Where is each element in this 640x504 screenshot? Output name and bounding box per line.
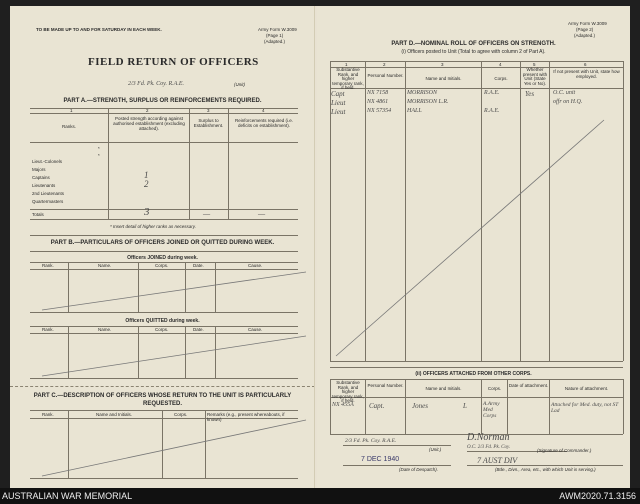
pd-col-2: 2 (383, 62, 386, 67)
joined-header-rank: Rank. (42, 263, 54, 268)
partc-header-rank: Rank. (42, 412, 54, 417)
att-row-nature: Attached for Med. duty, not ST Lad (551, 402, 619, 414)
form-number-right: Army Form W.3009 (568, 21, 607, 26)
division: 7 AUST DIV (477, 456, 518, 465)
form-adapted-right: (Adapted.) (574, 33, 596, 38)
quitted-header-corps: Corps. (155, 327, 169, 332)
part-d-title: PART D.—NOMINAL ROLL OF OFFICERS ON STRENGTH. (391, 41, 556, 47)
col-4: 4 (262, 108, 265, 113)
pd-header-rank: Substantive Rank, and higher temporary rank, if held. (332, 67, 364, 91)
quitted-header-name: Name. (98, 327, 112, 332)
division-label: (Bde., Divn., Area, etc., with which Unit is serving.) (495, 467, 596, 472)
rank-row: 2nd Lieutenants (32, 191, 65, 196)
captains-value: 1 (144, 170, 149, 180)
unit-label: (Unit) (234, 82, 245, 87)
total-reinforcements: — (258, 209, 266, 218)
rank-row: Lieut.-Colonels (32, 159, 63, 164)
row-3-corps: R.A.E. (484, 108, 500, 114)
right-page (317, 6, 630, 488)
row-3-number: NX 57354 (367, 108, 392, 114)
form-title: FIELD RETURN OF OFFICERS (88, 56, 259, 68)
strike-through-line (40, 418, 310, 478)
header-surplus: Surplus to Establishment. (193, 118, 224, 128)
col-3: 3 (207, 108, 210, 113)
pd-col-3: 3 (441, 62, 444, 67)
pd-header-present: Whether present with Unit (State Yes or No). (522, 67, 548, 86)
caption-bar (0, 488, 640, 504)
signature: D.Norman (467, 432, 510, 443)
footnote: * Insert detail of higher ranks as necessary. (110, 224, 196, 229)
att-header-name: Name and Initials. (425, 386, 462, 391)
att-row-name: Jones (412, 402, 428, 410)
part-a-title: PART A.—STRENGTH, SURPLUS OR REINFORCEMENTS REQUIRED. (63, 98, 262, 104)
institution-name: AUSTRALIAN WAR MEMORIAL (2, 491, 133, 501)
lieutenants-value: 2 (144, 179, 149, 189)
pd-header-employed: If not present with Unit, state how employed. (553, 69, 620, 79)
form-page-right: (Page 2) (576, 27, 594, 32)
total-value: 3 (144, 206, 150, 218)
totals-label: Totals (32, 212, 44, 217)
row-1-rank: Capt (331, 90, 345, 98)
top-note: TO BE MADE UP TO AND FOR SATURDAY IN EACH WEEK. (36, 27, 162, 32)
joined-header-corps: Corps. (155, 263, 169, 268)
pd-header-name: Name and Initials. (425, 76, 462, 81)
asterisk: * (98, 153, 100, 158)
header-ranks: Ranks. (61, 124, 76, 129)
pd-header-corps: Corps. (494, 76, 508, 81)
unit-name: 2/3 Fd. Pk. Coy. R.A.E. (128, 81, 184, 87)
sig-oc: O.C. 2/3 Fd. Pk. Coy. (467, 445, 511, 450)
pd-col-4: 4 (499, 62, 502, 67)
date-stamp: 7 DEC 1940 (361, 456, 400, 463)
strike-through-line (330, 116, 623, 361)
strike-through-line (40, 269, 310, 312)
partc-header-name: Name and Initials. (96, 412, 133, 417)
att-header-rank: Substantive Rank, and higher temporary rank, if held. (332, 380, 364, 404)
row-2-employed: offr on H.Q. (553, 99, 583, 105)
row-3-name: HALL (407, 108, 422, 114)
date-label: (Date of Despatch). (399, 467, 439, 472)
row-1-present: Yes (525, 90, 535, 98)
strike-through-line (40, 333, 310, 378)
att-row-initial: L (463, 402, 467, 410)
row-1-employed: O.C. unit (553, 90, 576, 96)
att-header-number: Personal Number. (367, 383, 404, 388)
rank-row: Lieutenants (32, 183, 56, 188)
partc-header-corps: Corps. (174, 412, 188, 417)
quitted-header-date: Date. (193, 327, 204, 332)
col-2: 2 (146, 108, 149, 113)
joined-header-date: Date. (193, 263, 204, 268)
left-page (10, 6, 316, 488)
joined-header-cause: Cause. (248, 263, 263, 268)
form-page: (Page 1) (266, 33, 284, 38)
quitted-header-rank: Rank. (42, 327, 54, 332)
attached-title: (ii) OFFICERS ATTACHED FROM OTHER CORPS. (415, 371, 532, 377)
row-2-name: MORRISON L.R. (407, 99, 449, 105)
part-c-title: PART C.—DESCRIPTION OF OFFICERS WHOSE RETURN TO THE UNIT IS PARTICULARLY REQUESTED. (33, 393, 292, 407)
pd-header-number: Personal Number. (367, 73, 404, 78)
header-reinforcements: Reinforcements required (i.e. deficits on establishment). (234, 118, 294, 128)
row-2-number: NX 4861 (367, 99, 389, 105)
rank-row: Quartermasters (32, 199, 64, 204)
att-row-rank: Capt. (369, 402, 385, 410)
joined-title: Officers JOINED during week. (127, 255, 198, 261)
rank-row: Majors (32, 167, 46, 172)
header-posted: Posted strength according against authorised establishment (excluding attached). (113, 116, 185, 131)
att-row-number: NX 455A (332, 402, 354, 408)
sig-label: (Signature of Commander.) (537, 448, 592, 453)
row-1-corps: R.A.E. (484, 90, 500, 96)
att-header-corps: Corps. (487, 386, 502, 391)
att-header-nature: Nature of attachment. (564, 386, 609, 391)
form-adapted: (Adapted.) (264, 39, 286, 44)
pd-col-1: 1 (345, 62, 348, 67)
part-b-title: PART B.—PARTICULARS OF OFFICERS JOINED OR QUITTED DURING WEEK. (50, 240, 275, 246)
att-row-corps: A.Army Med Corps (483, 401, 500, 419)
total-surplus: — (203, 209, 211, 218)
pd-col-5: 5 (533, 62, 536, 67)
accession-number: AWM2020.71.3156 (559, 491, 636, 501)
part-d-subtitle: (i) Officers posted to Unit (Total to agree with column 2 of Part A). (401, 49, 546, 55)
quitted-header-cause: Cause. (248, 327, 263, 332)
form-number: Army Form W.3009 (258, 27, 297, 32)
partc-header-remarks: Remarks (e.g., present whereabouts, if known) (207, 412, 285, 422)
joined-header-name: Name. (98, 263, 112, 268)
rank-row: Captains (32, 175, 50, 180)
col-1: 1 (70, 108, 73, 113)
quitted-title: Officers QUITTED during week. (125, 318, 200, 324)
row-2-rank: Lieut (331, 99, 346, 107)
row-3-rank: Lieut (331, 108, 346, 116)
asterisk: * (98, 146, 100, 151)
row-1-name: MORRISON (407, 90, 437, 96)
sig-unit: 2/3 Fd. Pk. Coy. R.A.E. (345, 438, 397, 444)
sig-unit-label: (Unit.) (429, 447, 442, 452)
att-header-date: Date of attachment. (508, 383, 549, 388)
row-1-number: NX 7158 (367, 90, 389, 96)
pd-col-6: 6 (584, 62, 587, 67)
